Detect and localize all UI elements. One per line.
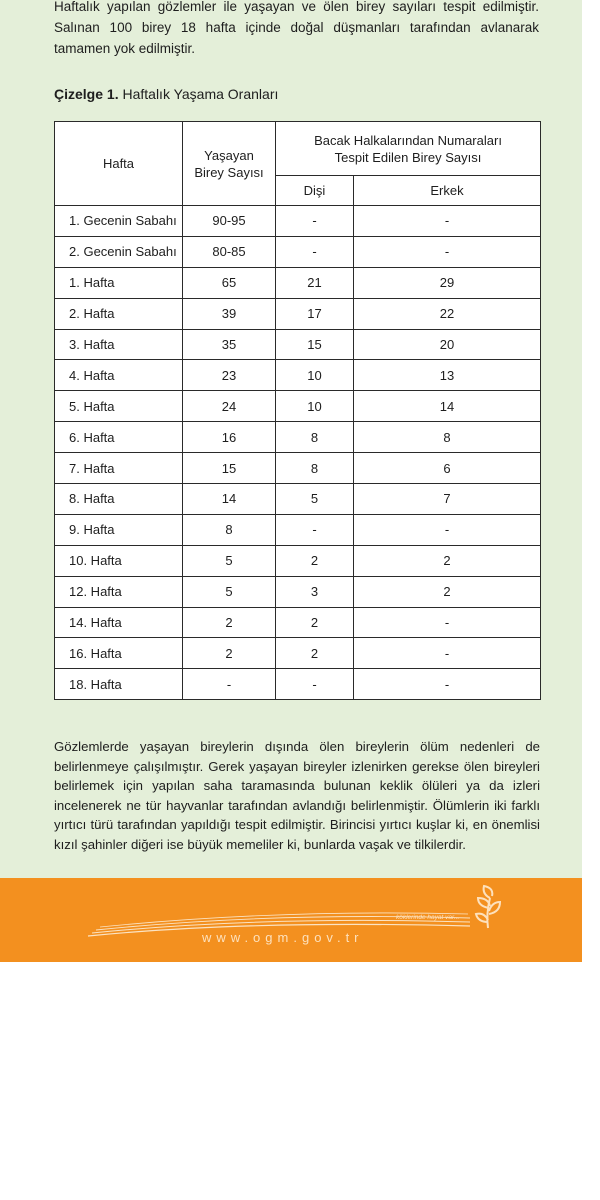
female-count-cell: 5 <box>276 484 354 515</box>
living-count-cell: 2 <box>183 607 276 638</box>
female-count-cell: 8 <box>276 453 354 484</box>
table-row <box>55 298 541 329</box>
female-count-cell: 2 <box>276 638 354 669</box>
footer-url[interactable]: www.ogm.gov.tr <box>202 930 364 945</box>
living-count-cell: 8 <box>183 514 276 545</box>
living-count-cell: 16 <box>183 422 276 453</box>
table-row <box>55 236 541 267</box>
survival-rate-table <box>54 121 541 700</box>
male-count-cell: 29 <box>354 267 541 298</box>
table-row <box>55 514 541 545</box>
male-count-cell: 14 <box>354 391 541 422</box>
header-male: Erkek <box>354 176 541 206</box>
female-count-cell: - <box>276 669 354 700</box>
table-row <box>55 360 541 391</box>
male-count-cell: 22 <box>354 298 541 329</box>
male-count-cell: - <box>354 206 541 237</box>
living-count-cell: 65 <box>183 267 276 298</box>
male-count-cell: 8 <box>354 422 541 453</box>
living-count-cell: 24 <box>183 391 276 422</box>
female-count-cell: 3 <box>276 576 354 607</box>
female-count-cell: 10 <box>276 360 354 391</box>
table-row <box>55 391 541 422</box>
living-count-cell: 80-85 <box>183 236 276 267</box>
header-week: Hafta <box>55 122 183 206</box>
male-count-cell: 2 <box>354 545 541 576</box>
week-cell: 18. Hafta <box>55 669 183 700</box>
week-cell: 2. Hafta <box>55 298 183 329</box>
table-row <box>55 267 541 298</box>
female-count-cell: 2 <box>276 607 354 638</box>
table-caption-label: Çizelge 1. <box>54 86 119 102</box>
living-count-cell: 5 <box>183 545 276 576</box>
week-cell: 9. Hafta <box>55 514 183 545</box>
footer-band <box>0 878 582 962</box>
female-count-cell: 15 <box>276 329 354 360</box>
table-row <box>55 422 541 453</box>
week-cell: 3. Hafta <box>55 329 183 360</box>
living-count-cell: - <box>183 669 276 700</box>
male-count-cell: 20 <box>354 329 541 360</box>
table-row <box>55 669 541 700</box>
living-count-cell: 90-95 <box>183 206 276 237</box>
table-row <box>55 545 541 576</box>
week-cell: 6. Hafta <box>55 422 183 453</box>
female-count-cell: - <box>276 206 354 237</box>
living-count-cell: 35 <box>183 329 276 360</box>
table-row <box>55 206 541 237</box>
male-count-cell: - <box>354 638 541 669</box>
week-cell: 1. Hafta <box>55 267 183 298</box>
header-living-count: Yaşayan Birey Sayısı <box>183 122 276 206</box>
male-count-cell: 7 <box>354 484 541 515</box>
table-row <box>55 329 541 360</box>
tree-leaf-logo-icon <box>476 886 500 928</box>
living-count-cell: 39 <box>183 298 276 329</box>
table-row <box>55 453 541 484</box>
table-row <box>55 638 541 669</box>
week-cell: 5. Hafta <box>55 391 183 422</box>
female-count-cell: 10 <box>276 391 354 422</box>
week-cell: 8. Hafta <box>55 484 183 515</box>
female-count-cell: - <box>276 236 354 267</box>
week-cell: 16. Hafta <box>55 638 183 669</box>
table-row <box>55 607 541 638</box>
female-count-cell: 21 <box>276 267 354 298</box>
table-caption-title: Haftalık Yaşama Oranları <box>122 86 279 102</box>
week-cell: 1. Gecenin Sabahı <box>55 206 183 237</box>
male-count-cell: 6 <box>354 453 541 484</box>
week-cell: 10. Hafta <box>55 545 183 576</box>
intro-paragraph: Haftalık yapılan gözlemler ile yaşayan ve ölen birey sayıları tespit edilmiştir. Salınan 100 birey 18 hafta içinde doğal düşmanları tarafından avlanarak tamamen yok edilmiştir. <box>54 0 539 56</box>
week-cell: 12. Hafta <box>55 576 183 607</box>
female-count-cell: - <box>276 514 354 545</box>
table-body <box>55 206 541 700</box>
table-row <box>55 576 541 607</box>
male-count-cell: 13 <box>354 360 541 391</box>
male-count-cell: 2 <box>354 576 541 607</box>
living-count-cell: 14 <box>183 484 276 515</box>
female-count-cell: 17 <box>276 298 354 329</box>
male-count-cell: - <box>354 514 541 545</box>
living-count-cell: 2 <box>183 638 276 669</box>
body-paragraph: Gözlemlerde yaşayan bireylerin dışında ölen bireylerin ölüm nedenleri de belirlenmeye çalışılmıştır. Gerek yaşayan bireyler izlenirken gerekse ölen bireyleri belirlemek için yapılan saha taramasında bulunan keklik ölüleri ya da izleri incelenerek ne tür hayvanlar tarafından avlandığı belirlenmiştir. Ölümlerin iki farklı yırtıcı türü tarafından yapıldığı tespit edilmiştir. Birincisi yırtıcı kuşlar ki, en önemlisi kızıl şahinler diğeri ise büyük memeliler ki, bunlarda vaşak ve tilkilerdir. <box>54 739 540 852</box>
male-count-cell: - <box>354 607 541 638</box>
header-female: Dişi <box>276 176 354 206</box>
week-cell: 14. Hafta <box>55 607 183 638</box>
male-count-cell: - <box>354 236 541 267</box>
week-cell: 7. Hafta <box>55 453 183 484</box>
female-count-cell: 8 <box>276 422 354 453</box>
week-cell: 2. Gecenin Sabahı <box>55 236 183 267</box>
footer-decoration <box>0 878 582 962</box>
week-cell: 4. Hafta <box>55 360 183 391</box>
header-tagged-group: Bacak Halkalarından Numaraları Tespit Edilen Birey Sayısı <box>276 122 541 176</box>
table-caption <box>54 86 278 102</box>
female-count-cell: 2 <box>276 545 354 576</box>
footer-slogan: köklerinde hayat var... <box>396 914 460 921</box>
living-count-cell: 23 <box>183 360 276 391</box>
living-count-cell: 5 <box>183 576 276 607</box>
male-count-cell: - <box>354 669 541 700</box>
living-count-cell: 15 <box>183 453 276 484</box>
table-row <box>55 484 541 515</box>
